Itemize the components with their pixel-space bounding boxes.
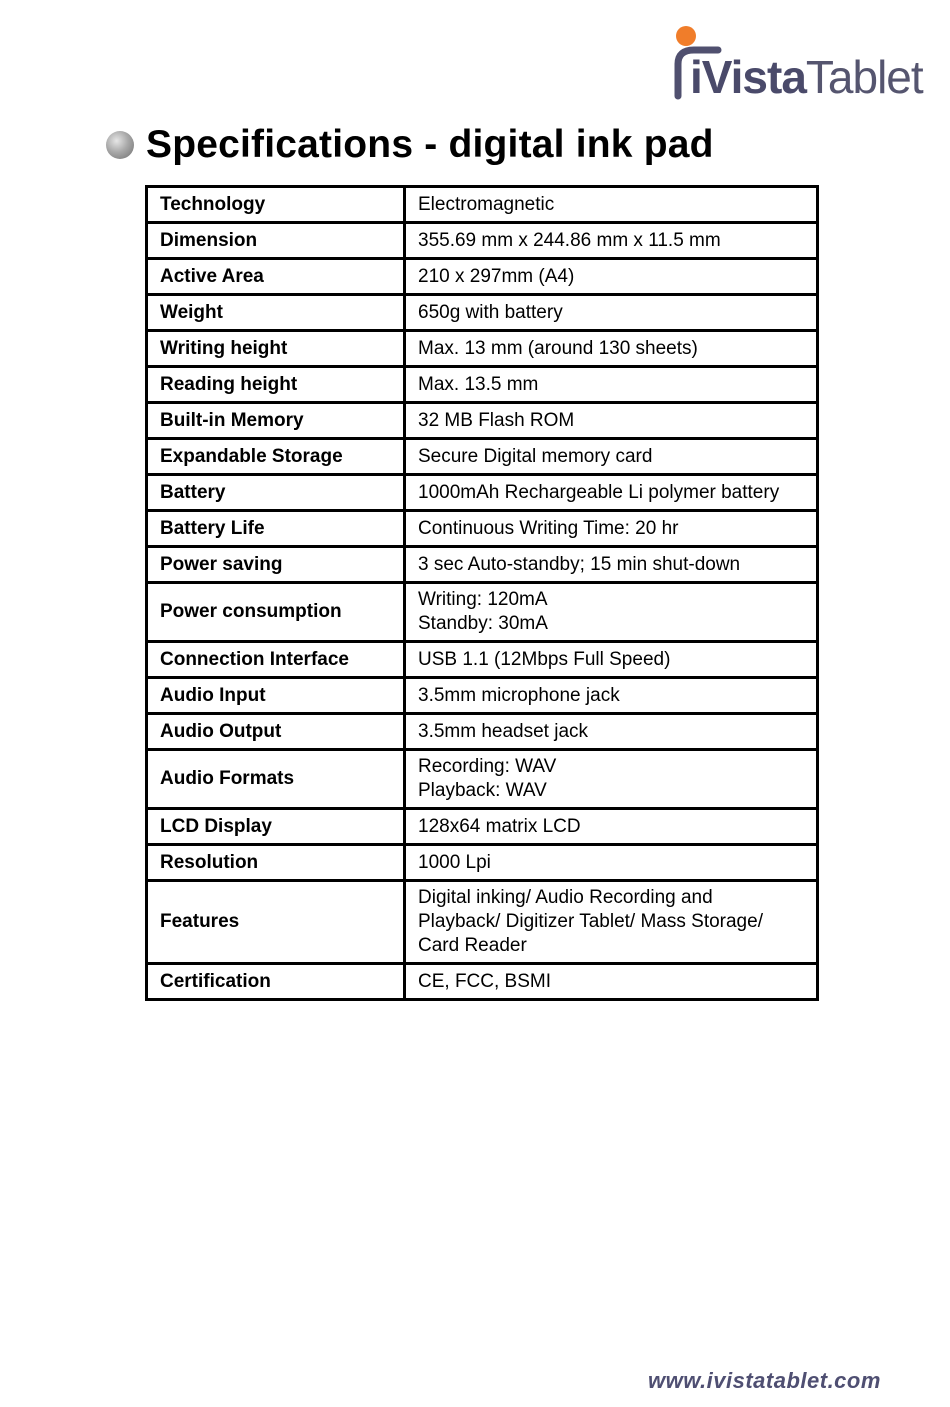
spec-value: Electromagnetic (405, 187, 818, 223)
spec-value: 32 MB Flash ROM (405, 403, 818, 439)
table-row (147, 845, 818, 881)
table-row (147, 475, 818, 511)
spec-label: LCD Display (147, 809, 405, 845)
table-row (147, 583, 818, 642)
spec-label: Reading height (147, 367, 405, 403)
bullet-icon (106, 131, 134, 159)
table-row (147, 547, 818, 583)
table-row (147, 642, 818, 678)
table-row (147, 714, 818, 750)
table-row (147, 367, 818, 403)
spec-value: USB 1.1 (12Mbps Full Speed) (405, 642, 818, 678)
spec-value: Max. 13.5 mm (405, 367, 818, 403)
spec-label: Writing height (147, 331, 405, 367)
spec-value: 650g with battery (405, 295, 818, 331)
spec-label: Technology (147, 187, 405, 223)
spec-label: Weight (147, 295, 405, 331)
table-row (147, 511, 818, 547)
spec-label: Power consumption (147, 583, 405, 642)
table-row (147, 187, 818, 223)
table-row (147, 439, 818, 475)
spec-value: 3 sec Auto-standby; 15 min shut-down (405, 547, 818, 583)
spec-value: 3.5mm microphone jack (405, 678, 818, 714)
table-row (147, 964, 818, 1000)
spec-value: Continuous Writing Time: 20 hr (405, 511, 818, 547)
spec-label: Active Area (147, 259, 405, 295)
spec-value: 1000 Lpi (405, 845, 818, 881)
spec-value: 1000mAh Rechargeable Li polymer battery (405, 475, 818, 511)
spec-value: Recording: WAV Playback: WAV (405, 750, 818, 809)
footer-url: www.ivistatablet.com (648, 1368, 881, 1393)
spec-label: Audio Formats (147, 750, 405, 809)
spec-value: 128x64 matrix LCD (405, 809, 818, 845)
table-row (147, 403, 818, 439)
table-row (147, 223, 818, 259)
spec-label: Connection Interface (147, 642, 405, 678)
table-row (147, 331, 818, 367)
spec-label: Built-in Memory (147, 403, 405, 439)
spec-value: CE, FCC, BSMI (405, 964, 818, 1000)
spec-label: Audio Input (147, 678, 405, 714)
spec-label: Features (147, 881, 405, 964)
table-row (147, 881, 818, 964)
spec-value: 3.5mm headset jack (405, 714, 818, 750)
spec-value: 355.69 mm x 244.86 mm x 11.5 mm (405, 223, 818, 259)
ivistatablet-logo (666, 24, 926, 108)
spec-label: Certification (147, 964, 405, 1000)
page-title: Specifications - digital ink pad (146, 123, 714, 166)
spec-value: Max. 13 mm (around 130 sheets) (405, 331, 818, 367)
spec-label: Audio Output (147, 714, 405, 750)
spec-label: Resolution (147, 845, 405, 881)
spec-label: Expandable Storage (147, 439, 405, 475)
spec-value: Writing: 120mA Standby: 30mA (405, 583, 818, 642)
spec-table-body (147, 187, 818, 1000)
spec-value: Digital inking/ Audio Recording and Playback/ Digitizer Tablet/ Mass Storage/ Card Reader (405, 881, 818, 964)
logo-dot-icon (676, 26, 696, 46)
spec-value: 210 x 297mm (A4) (405, 259, 818, 295)
spec-label: Battery (147, 475, 405, 511)
spec-label: Dimension (147, 223, 405, 259)
table-row (147, 750, 818, 809)
table-row (147, 678, 818, 714)
table-row (147, 295, 818, 331)
logo-wordmark: iVistaTablet (690, 51, 923, 103)
table-row (147, 259, 818, 295)
spec-value: Secure Digital memory card (405, 439, 818, 475)
section-heading (106, 120, 714, 170)
spec-table (145, 185, 819, 1001)
spec-label: Power saving (147, 547, 405, 583)
table-row (147, 809, 818, 845)
spec-label: Battery Life (147, 511, 405, 547)
